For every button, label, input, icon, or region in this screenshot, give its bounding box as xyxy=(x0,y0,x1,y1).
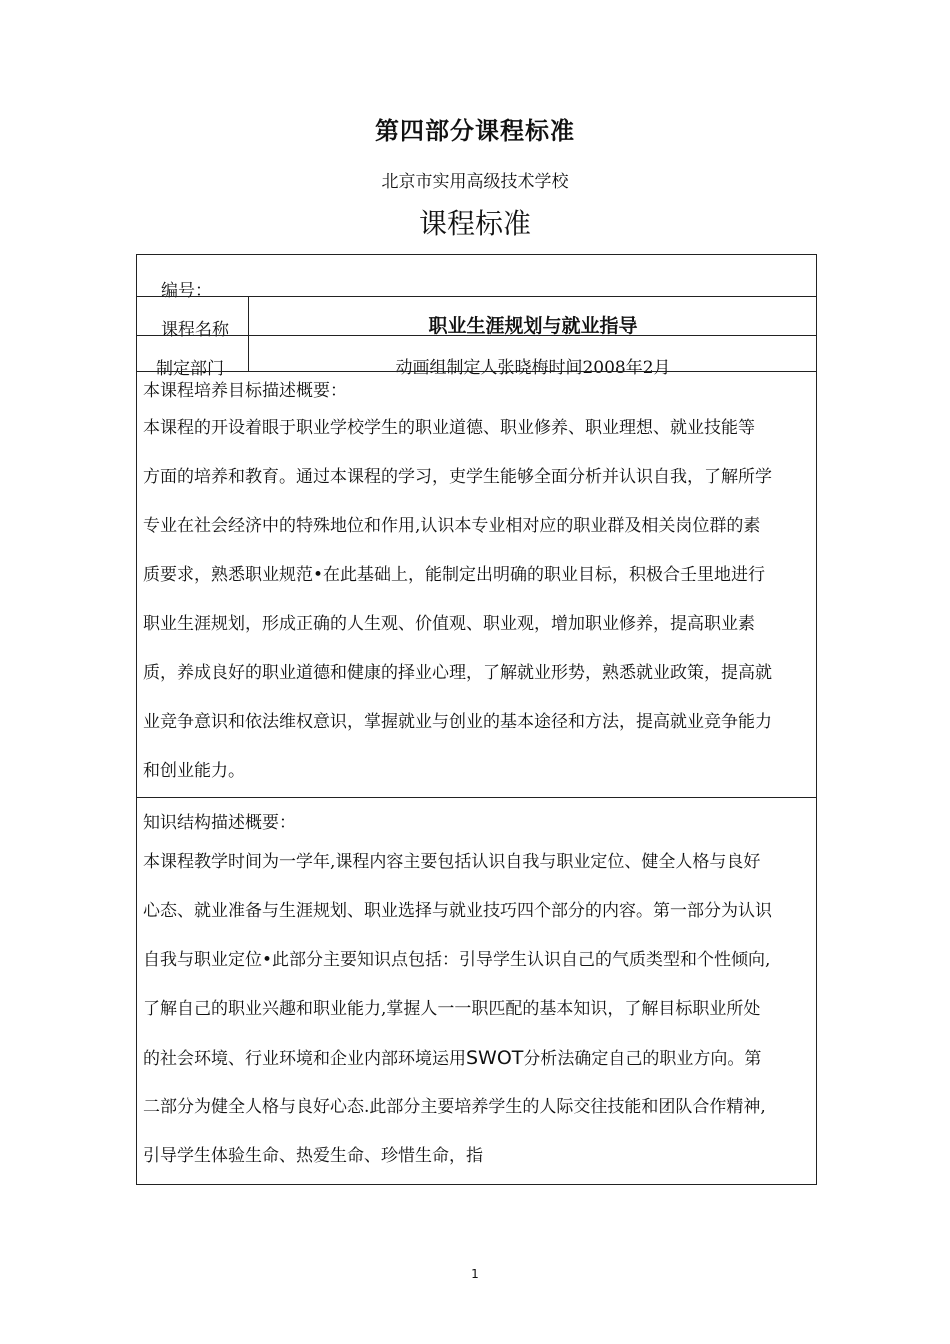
knowledge-line: 引导学生体验生命、热爱生命、珍惜生命，指 xyxy=(143,1146,483,1166)
dept-label: 制定部门 xyxy=(156,359,224,379)
goals-line: 和创业能力。 xyxy=(143,761,245,781)
goals-line: 本课程的开设着眼于职业学校学生的职业道德、职业修养、职业理想、就业技能等 xyxy=(143,418,755,438)
knowledge-line: 心态、就业准备与生涯规划、职业选择与就业技巧四个部分的内容。第一部分为认识 xyxy=(143,901,772,921)
knowledge-line: 了解自己的职业兴趣和职业能力,掌握人一一职匹配的基本知识，了解目标职业所处 xyxy=(143,999,761,1019)
row-divider xyxy=(137,335,816,336)
column-divider xyxy=(248,296,249,371)
swot-term: SWOT xyxy=(466,1047,524,1069)
goals-line: 专业在社会经济中的特殊地位和作用,认识本专业相对应的职业群及相关岗位群的素 xyxy=(143,516,761,536)
goals-line: 质要求，熟悉职业规范•在此基础上，能制定出明确的职业目标，积极合壬里地进行 xyxy=(143,565,766,585)
goals-heading: 本课程培养目标描述概要： xyxy=(143,381,347,401)
code-label: 编号： xyxy=(161,281,212,301)
row-divider xyxy=(137,296,816,297)
knowledge-paragraph xyxy=(143,851,815,1194)
goals-line: 方面的培养和教育。通过本课程的学习，吏学生能够全面分析并认识自我，了解所学 xyxy=(143,467,772,487)
dept-info-value: 动画组制定人张晓梅时间2008年2月 xyxy=(395,358,671,378)
page-number: 1 xyxy=(471,1267,479,1281)
part-title: 第四部分课程标准 xyxy=(375,117,575,145)
course-standard-table xyxy=(136,254,817,1185)
knowledge-line-text: 的社会环境、行业环境和企业内部环境运用 xyxy=(143,1049,466,1069)
school-name: 北京市实用高级技术学校 xyxy=(381,172,569,192)
course-name-value: 职业生涯规划与就业指导 xyxy=(428,315,638,337)
goals-paragraph xyxy=(143,417,815,809)
section-divider xyxy=(137,797,816,798)
goals-line: 业竞争意识和依法维权意识，掌握就业与创业的基本途径和方法，提高就业竞争能力 xyxy=(143,712,772,732)
course-name-label: 课程名称 xyxy=(161,320,229,340)
knowledge-line-text: 分析法确定自己的职业方向。第 xyxy=(523,1049,762,1069)
goals-line: 质，养成良好的职业道德和健康的择业心理，了解就业形势，熟悉就业政策，提高就 xyxy=(143,663,772,683)
goals-line: 职业生涯规划，形成正确的人生观、价值观、职业观，增加职业修养，提高职业素 xyxy=(143,614,755,634)
knowledge-line: 二部分为健全人格与良好心态.此部分主要培养学生的人际交往技能和团队合作精神, xyxy=(143,1097,766,1117)
knowledge-line xyxy=(143,1047,815,1096)
row-divider xyxy=(137,371,816,372)
knowledge-heading: 知识结构描述概要： xyxy=(143,813,296,833)
knowledge-line: 自我与职业定位•此部分主要知识点包括：引导学生认识自己的气质类型和个性倾向, xyxy=(143,950,771,970)
document-title: 课程标准 xyxy=(418,207,531,240)
knowledge-line: 本课程教学时间为一学年,课程内容主要包括认识自我与职业定位、健全人格与良好 xyxy=(143,852,761,872)
